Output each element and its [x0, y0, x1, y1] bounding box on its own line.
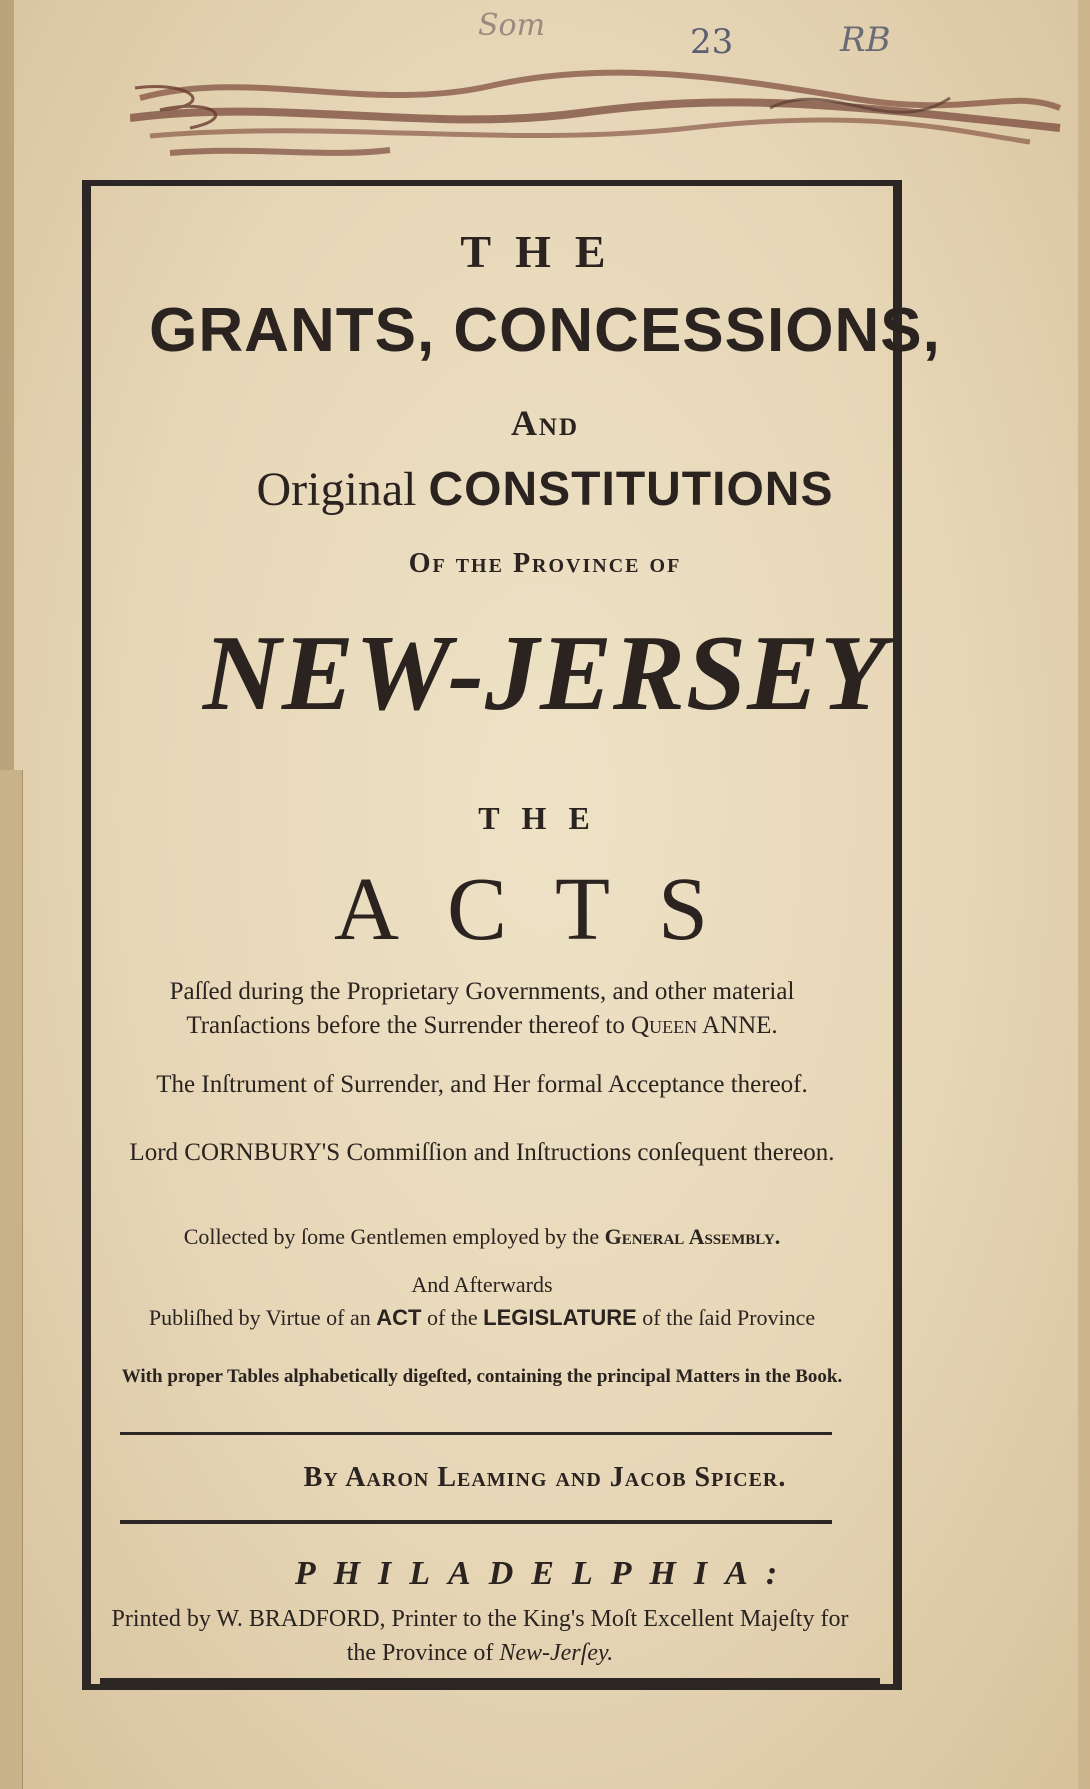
crossed-out-inscription: [130, 58, 1070, 168]
published-legislature: LEGISLATURE: [483, 1305, 637, 1330]
imprint-printer: [110, 1602, 850, 1670]
cornbury-paragraph: Lord CORNBURY'S Commiſſion and Inſtructions conſequent thereon.: [129, 1139, 835, 1166]
published-of-the: of the: [426, 1305, 478, 1330]
divider-rule-top: [120, 1432, 832, 1435]
title-grants-concessions: GRANTS, CONCESSIONS,: [149, 296, 941, 365]
divider-rule-bottom: [120, 1520, 832, 1524]
handwritten-note-som: Som: [478, 8, 546, 43]
handwritten-initials: RB: [840, 20, 891, 60]
title-the-acts-article: THE: [478, 800, 612, 836]
published-act: ACT: [376, 1305, 422, 1330]
frame-bottom-rule: [100, 1678, 880, 1686]
title-constitutions-word: CONSTITUTIONS: [428, 463, 834, 516]
title-of-the-province: Of the Province of: [408, 548, 682, 579]
title-new-jersey: NEW-JERSEY: [202, 614, 888, 733]
general-assembly: General Assembly.: [604, 1224, 781, 1249]
title-acts: ACTS: [333, 860, 757, 959]
published-line: [112, 1303, 852, 1333]
printer-place: New-Jerſey.: [499, 1640, 614, 1666]
title-the: THE: [460, 226, 630, 277]
title-original-word: Original: [256, 463, 417, 516]
queen-anne: Queen ANNE.: [631, 1012, 778, 1039]
title-original-constitutions: [0, 462, 1090, 517]
and-afterwards: And Afterwards: [411, 1272, 553, 1297]
tables-line: With proper Tables alphabetically digeſted, containing the principal Matters in the Book.: [121, 1366, 843, 1387]
passed-text: Paſſed during the Proprietary Governments, and other material Tranſactions before the Surrender thereof to: [169, 978, 795, 1039]
handwritten-number: 23: [690, 22, 734, 62]
collected-text: Collected by ſome Gentlemen employed by the: [183, 1224, 600, 1249]
imprint-city: PHILADELPHIA:: [294, 1555, 796, 1592]
published-suffix: of the ſaid Province: [642, 1305, 816, 1330]
title-and: And: [510, 403, 580, 443]
authors-line: By Aaron Leaming and Jacob Spicer.: [303, 1462, 787, 1493]
passed-paragraph: [112, 975, 852, 1043]
printer-text: Printed by W. BRADFORD, Printer to the King's Moſt Excellent Majeſty for the Province of: [111, 1606, 849, 1666]
collected-line: [112, 1222, 852, 1252]
published-prefix: Publiſhed by Virtue of an: [148, 1305, 371, 1330]
instrument-paragraph: The Inſtrument of Surrender, and Her formal Acceptance thereof.: [156, 1071, 808, 1098]
